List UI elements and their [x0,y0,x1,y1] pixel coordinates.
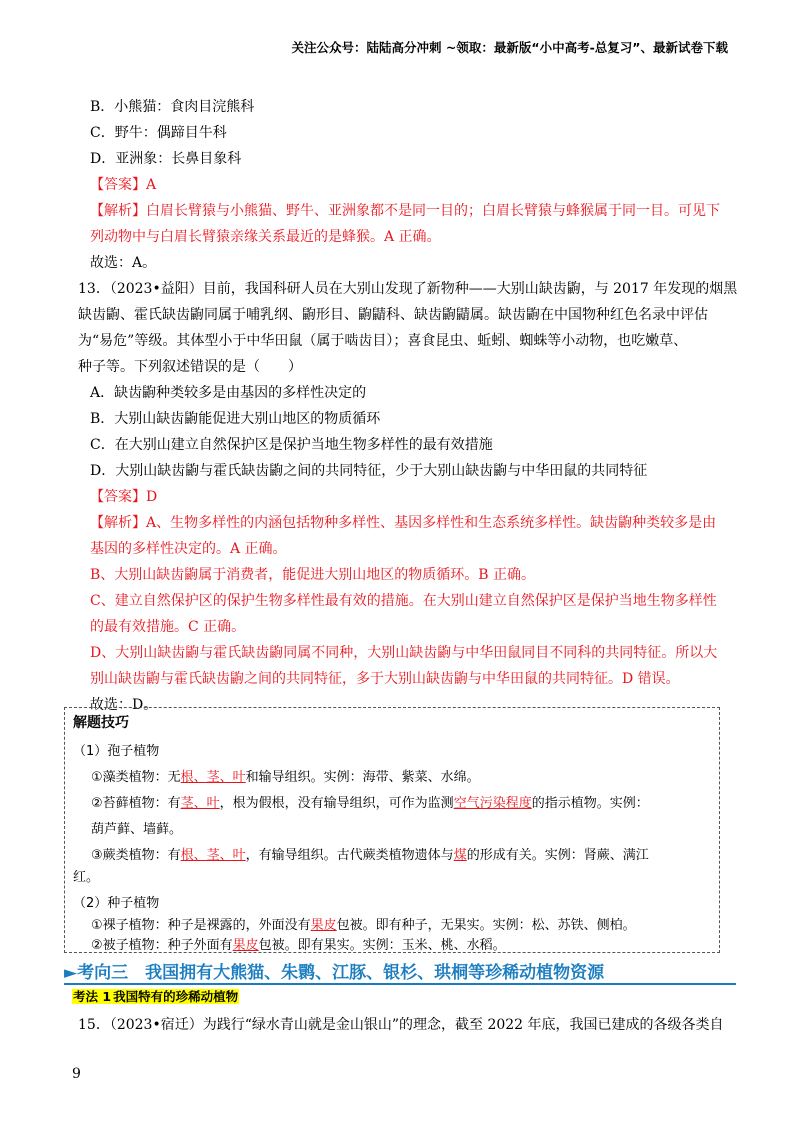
fern-examples: 红。 [73,870,100,885]
q13-analysis-line: C、建立自然保护区的保护生物多样性最有效的措施。在大别山建立自然保护区是保护当地生物多样性 [90,593,717,609]
q13-analysis-line: B、大别山缺齿鼩属于消费者，能促进大别山地区的物质循环。B 正确。 [90,567,536,583]
q13-answer: 【答案】D [90,489,158,505]
q13-conclusion: 故选：D。 [90,697,158,713]
q13-option-d: D．大别山缺齿鼩与霍氏缺齿鼩之间的共同特征，少于大别山缺齿鼩与中华田鼠的共同特征 [90,463,648,479]
algae-line: ①藻类植物：无根、茎、叶和输导组织。实例：海带、紫菜、水绵。 [91,770,480,785]
q13-analysis-line: 的最有效措施。C 正确。 [90,619,246,635]
q12-option-b: B．小熊猫：食肉目浣熊科 [90,99,255,115]
gymnosperm-line: ①裸子植物：种子是裸露的，外面没有果皮包被。即有种子，无果实。实例：松、苏铁、侧柏。 [91,918,636,933]
method-title: 我国特有的珍稀动植物 [113,989,239,1004]
q13-analysis-line: D、大别山缺齿鼩与霍氏缺齿鼩同属不同种，大别山缺齿鼩与中华田鼠同目不同科的共同特征。所以大 [90,645,718,661]
q13-analysis-line: 别山缺齿鼩与霍氏缺齿鼩之间的共同特征，多于大别山缺齿鼩与中华田鼠的共同特征。D 错误。 [90,671,680,687]
page-number: 9 [72,1066,81,1082]
q13-analysis-line: 【解析】A、生物多样性的内涵包括物种多样性、基因多样性和生态系统多样性。缺齿鼩种类较多是由 [90,515,717,531]
method-heading [72,987,239,1005]
spore-plants-heading: （1）孢子植物 [73,744,160,759]
angiosperm-line: ②被子植物：种子外面有果皮包被。即有果实。实例：玉米、桃、水稻。 [91,938,506,953]
q13-analysis-line: 基因的多样性决定的。A 正确。 [90,541,287,557]
q13-option-c: C．在大别山建立自然保护区是保护当地生物多样性的最有效措施 [90,437,493,453]
page-header: 关注公众号：陆陆高分冲刺 ~领取：最新版“小中高考-总复习”、最新试卷下载 [291,40,728,55]
fern-line: ③蕨类植物：有根、茎、叶，有输导组织。古代蕨类植物遗体与煤的形成有关。实例：肾蕨、满江 [91,848,649,863]
section-title: ►考向三 我国拥有大熊猫、朱鹮、江豚、银杉、珙桐等珍稀动植物资源 [64,958,604,983]
q13-stem-line: 种子等。下列叙述错误的是（ ） [78,359,302,375]
q12-answer: 【答案】A [90,177,157,193]
q13-option-b: B．大别山缺齿鼩能促进大别山地区的物质循环 [90,411,381,427]
q12-option-d: D．亚洲象：长鼻目象科 [90,151,242,167]
tips-box [64,707,720,953]
q12-analysis-line: 列动物中与白眉长臂猿亲缘关系最近的是蜂猴。A 正确。 [90,229,441,245]
method-label: 考法 1 [73,989,112,1004]
seed-plants-heading: （2）种子植物 [73,896,160,911]
q12-conclusion: 故选：A。 [90,255,157,271]
section-rule [64,983,736,985]
tips-title: 解题技巧 [73,715,129,731]
moss-line: ②苔藓植物：有茎、叶，根为假根，没有输导组织，可作为监测空气污染程度的指示植物。实例： [91,796,649,811]
q13-stem-line: 为“易危”等级。其体型小于中华田鼠（属于啮齿目）；喜食昆虫、蚯蚓、蜘蛛等小动物，也吃嫩草、 [78,333,688,349]
q12-analysis-line: 【解析】白眉长臂猿与小熊猫、野牛、亚洲象都不是同一目的；白眉长臂猿与蜂猴属于同一目。可见下 [90,203,720,219]
moss-examples: 葫芦藓、墙藓。 [91,822,183,837]
q15-stem-line: 15．（2023•宿迁）为践行“绿水青山就是金山银山”的理念，截至 2022 年底，我国已建成的各级各类自 [78,1017,724,1033]
q13-stem-line: 缺齿鼩、霍氏缺齿鼩同属于哺乳纲、鼩形目、鼩鼱科、缺齿鼩鼱属。缺齿鼩在中国物种红色名录中评估 [78,307,708,323]
q13-option-a: A．缺齿鼩种类较多是由基因的多样性决定的 [90,385,367,401]
q12-option-c: C．野牛：偶蹄目牛科 [90,125,227,141]
q13-stem-line: 13．（2023•益阳）目前，我国科研人员在大别山发现了新物种——大别山缺齿鼩，与 2017 年发现的烟黑 [78,281,738,297]
